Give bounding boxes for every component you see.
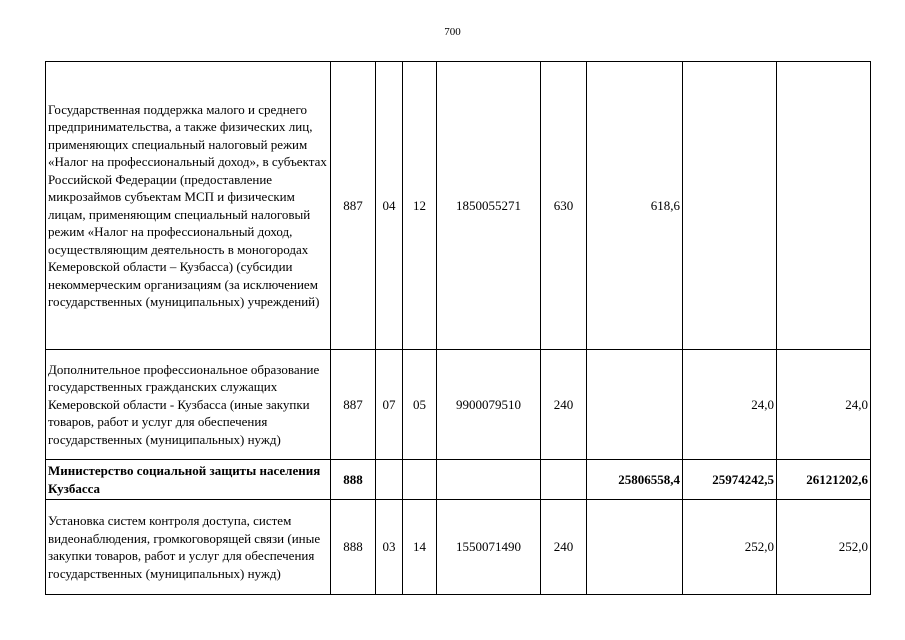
row-name-text: Дополнительное профессиональное образование государственных гражданских служащих Кемеровской области - Кузбасса (иные закупки товаров, работ и услуг для обеспечения государственных (муниципальных) нужд) [48, 361, 320, 447]
amount-year2-cell: 25974242,5 [683, 460, 777, 500]
section-code-cell [376, 460, 403, 500]
table-row [46, 62, 871, 350]
amount-year1-cell: 25806558,4 [587, 460, 683, 500]
amount-year1-cell [587, 350, 683, 460]
row-name-text: Установка систем контроля доступа, систем видеонаблюдения, громкоговорящей связи (иные закупки товаров, работ и услуг для обеспечения государственных (муниципальных) нужд) [48, 513, 321, 581]
amount-year2-cell [683, 62, 777, 350]
amount-year3-cell: 252,0 [777, 500, 871, 595]
target-article-cell: 1550071490 [437, 500, 541, 595]
amount-year1-cell: 618,6 [587, 62, 683, 350]
ministry-code-cell: 887 [331, 62, 376, 350]
row-name-text: Государственная поддержка малого и среднего предпринимательства, а также физических лиц, применяющих специальный налоговый режим «Налог на профессиональный доход», в субъектах Российской Федерации (предоставление микрозаймов субъектам МСП и физическим лицам, применяющим специальный налоговый режим «Налог на профессиональный доход, осуществляющим деятельность в моногородах Кемеровской области – Кузбасса) (субсидии некоммерческим организациям (за исключением государственных (муниципальных) учреждений) [48, 101, 327, 309]
section-code-cell: 04 [376, 62, 403, 350]
row-name-cell [46, 500, 331, 595]
budget-table [45, 61, 871, 595]
ministry-code-cell: 888 [331, 500, 376, 595]
page-number: 700 [444, 26, 461, 38]
row-name-text: Министерство социальной защиты населения Кузбасса [48, 463, 321, 496]
expense-type-cell: 240 [541, 500, 587, 595]
expense-type-cell: 240 [541, 350, 587, 460]
amount-year2-cell: 24,0 [683, 350, 777, 460]
target-article-cell [437, 460, 541, 500]
row-name-cell [46, 62, 331, 350]
ministry-code-cell: 888 [331, 460, 376, 500]
amount-year3-cell: 26121202,6 [777, 460, 871, 500]
ministry-code-cell: 887 [331, 350, 376, 460]
expense-type-cell: 630 [541, 62, 587, 350]
subsection-code-cell: 12 [403, 62, 437, 350]
row-name-cell [46, 460, 331, 500]
expense-type-cell [541, 460, 587, 500]
subsection-code-cell: 14 [403, 500, 437, 595]
amount-year3-cell [777, 62, 871, 350]
table-row [46, 460, 871, 500]
target-article-cell: 9900079510 [437, 350, 541, 460]
target-article-cell: 1850055271 [437, 62, 541, 350]
subsection-code-cell: 05 [403, 350, 437, 460]
amount-year2-cell: 252,0 [683, 500, 777, 595]
table-row [46, 350, 871, 460]
section-code-cell: 03 [376, 500, 403, 595]
amount-year3-cell: 24,0 [777, 350, 871, 460]
row-name-cell [46, 350, 331, 460]
table-row [46, 500, 871, 595]
subsection-code-cell [403, 460, 437, 500]
section-code-cell: 07 [376, 350, 403, 460]
amount-year1-cell [587, 500, 683, 595]
